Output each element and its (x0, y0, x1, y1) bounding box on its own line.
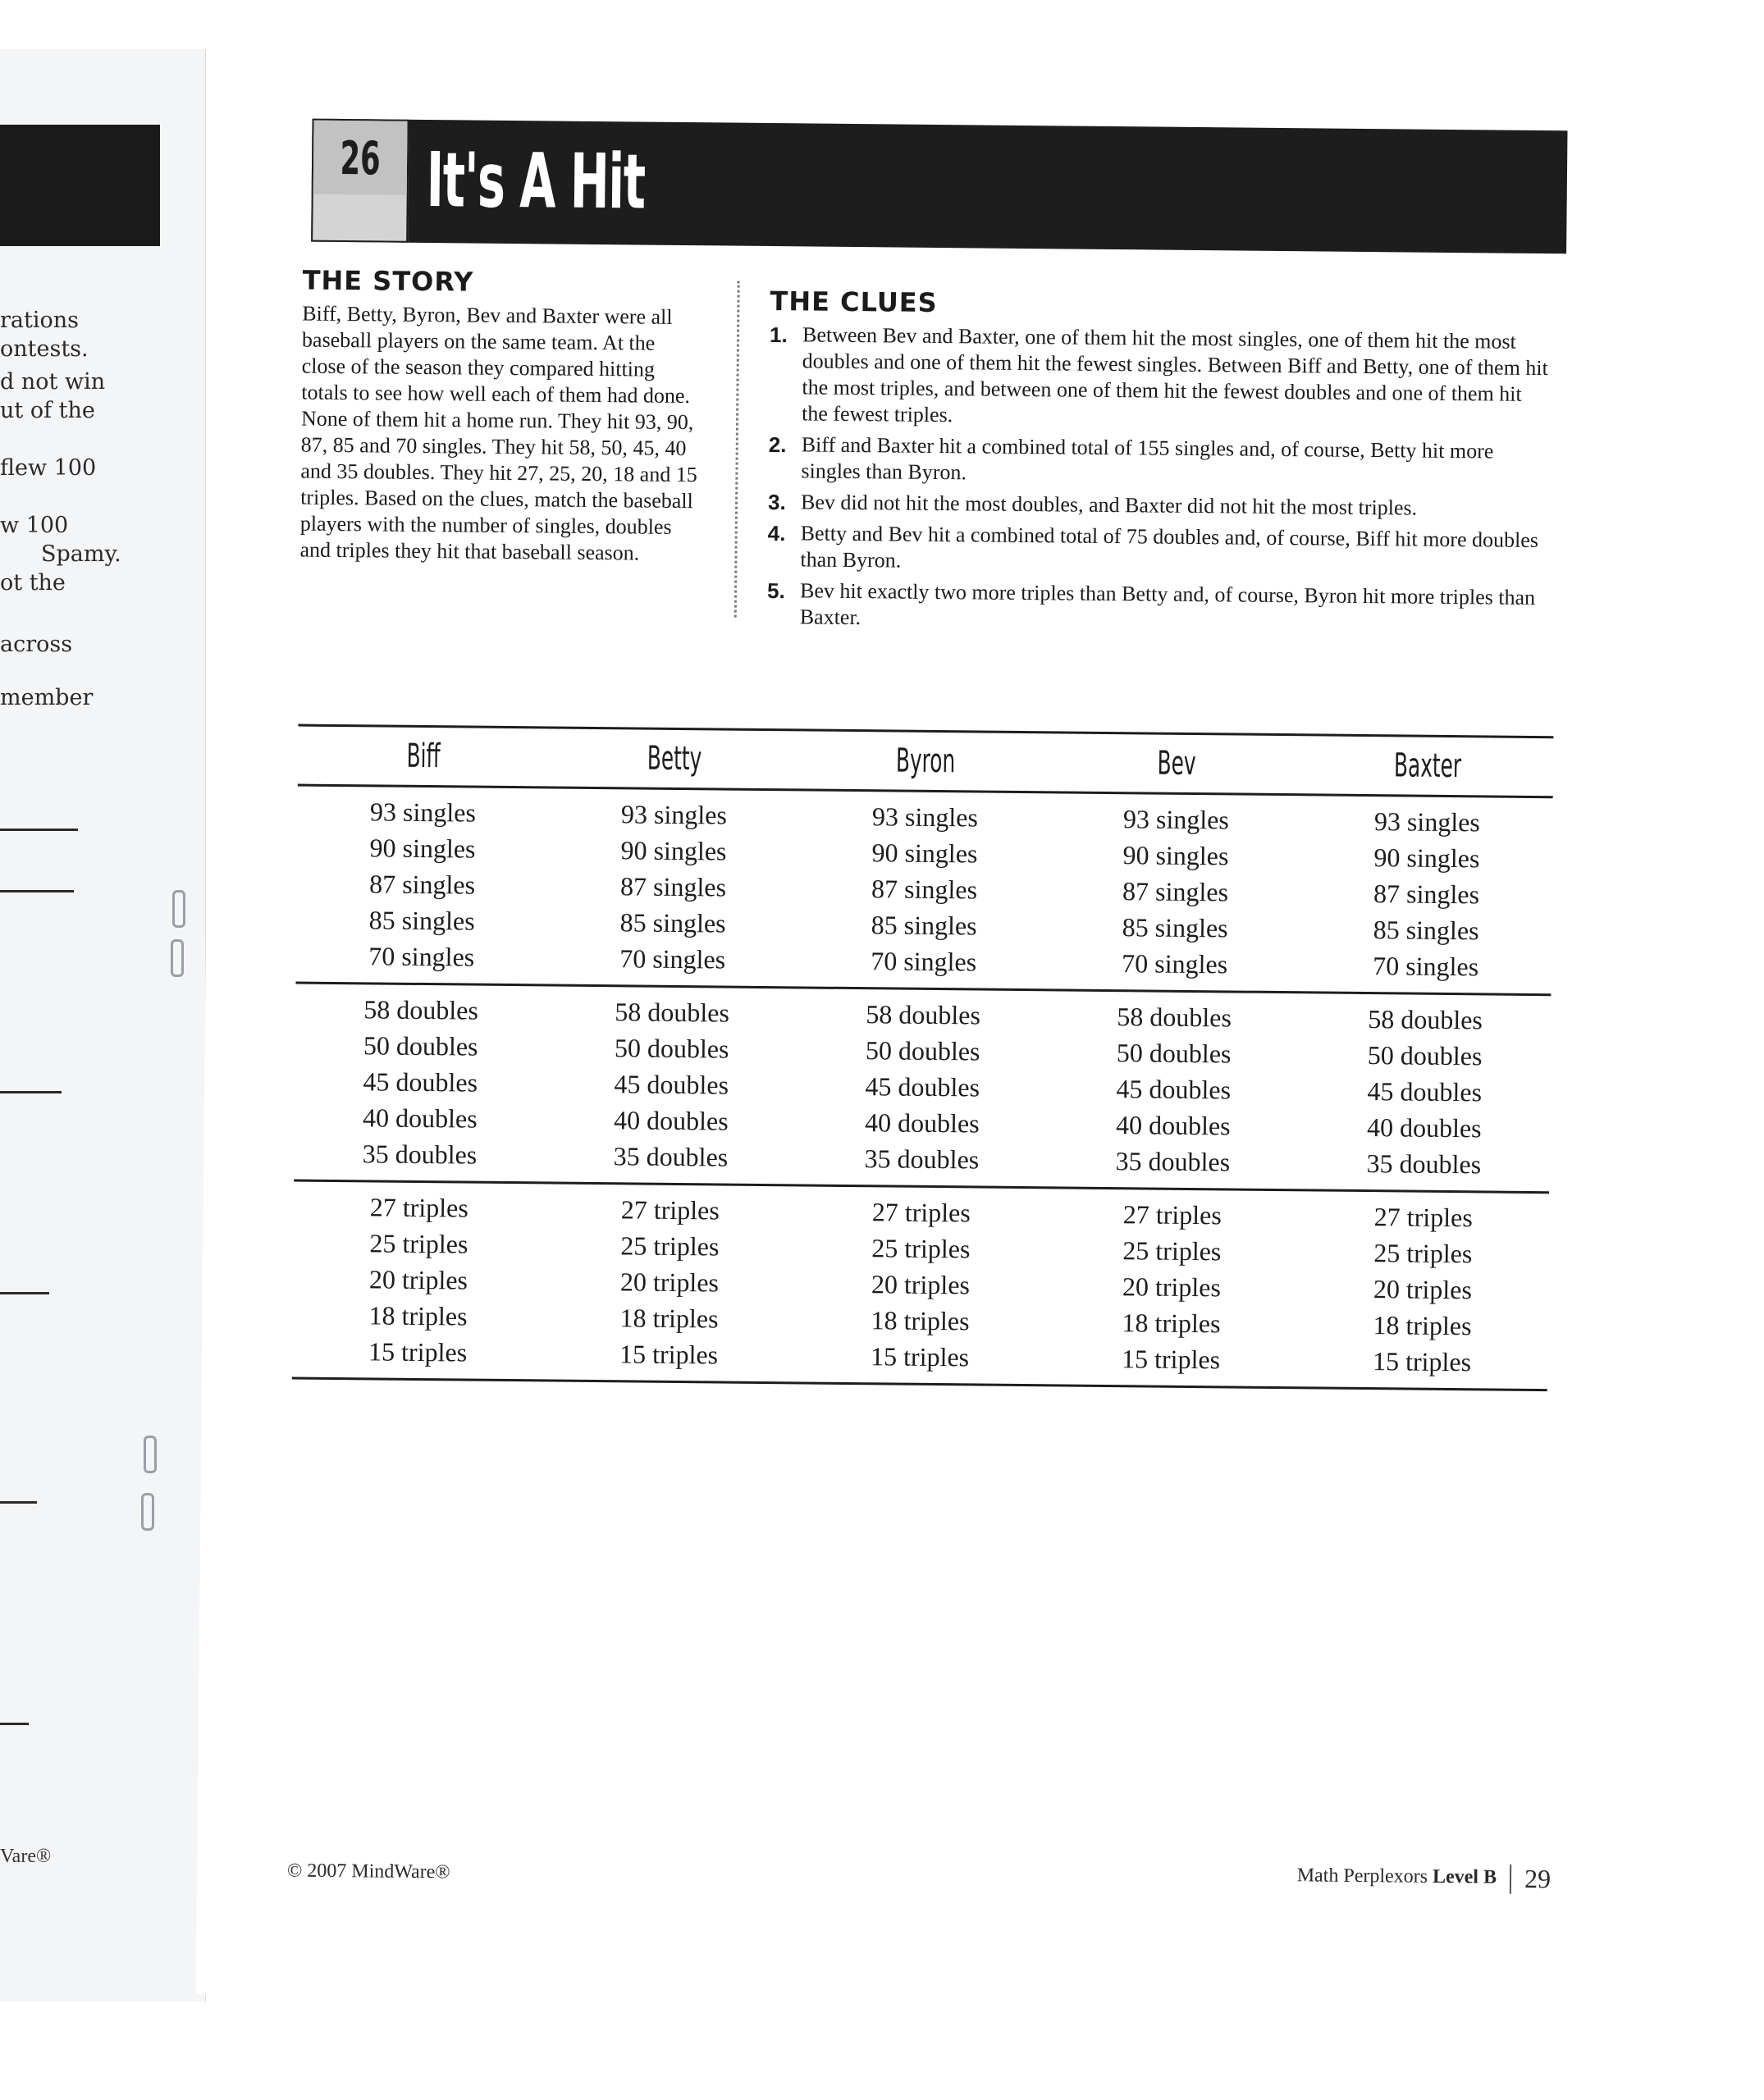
doubles-option[interactable]: 50 doubles (1116, 1038, 1232, 1069)
puzzle-number-box (311, 119, 409, 243)
singles-option[interactable]: 93 singles (1373, 806, 1481, 838)
copyright: © 2007 MindWare® (286, 1860, 450, 1883)
left-page-text-line: ot the (0, 570, 66, 596)
singles-option[interactable]: 90 singles (620, 835, 727, 866)
triples-option[interactable]: 18 triples (619, 1303, 719, 1334)
clue-text: Between Bev and Baxter, one of them hit the most singles, one of them hit the most doubles and one of them hit the fewest singles. Between Biff and Betty, one of them hit the most triples, and between one of them hit the fewest doubles and one of them hit the fewest triples. (802, 322, 1548, 427)
clue-number: 2. (768, 432, 787, 458)
doubles-option[interactable]: 45 doubles (1367, 1076, 1483, 1107)
singles-option[interactable]: 70 singles (1122, 948, 1228, 979)
singles-option[interactable]: 70 singles (871, 946, 977, 977)
triples-option[interactable]: 25 triples (620, 1230, 720, 1262)
main-page (196, 43, 1675, 2009)
player-header: Bev (1157, 744, 1196, 783)
left-page-text-line: rations (0, 308, 79, 333)
doubles-option[interactable]: 50 doubles (363, 1030, 478, 1061)
doubles-option[interactable]: 50 doubles (1367, 1040, 1483, 1071)
binding-stitch (171, 939, 184, 977)
clues-section (767, 285, 1550, 642)
triples-option[interactable]: 15 triples (870, 1341, 970, 1372)
doubles-option[interactable]: 45 doubles (1116, 1074, 1232, 1105)
singles-column (1300, 802, 1553, 985)
clue-text: Bev did not hit the most doubles, and Baxter did not hit the most triples. (800, 490, 1418, 520)
clue-number: 4. (767, 521, 786, 546)
doubles-option[interactable]: 58 doubles (866, 999, 981, 1030)
binding-stitch (144, 1436, 157, 1473)
left-page-footer: Vare® (0, 1846, 52, 1867)
story-section (299, 265, 704, 568)
binding-stitch (172, 890, 185, 928)
page-footer (1297, 1861, 1551, 1894)
triples-column (1296, 1198, 1549, 1381)
singles-column (798, 797, 1051, 980)
clue-item (767, 578, 1547, 637)
doubles-block (294, 984, 1551, 1192)
doubles-option[interactable]: 58 doubles (615, 997, 730, 1028)
column-divider (734, 281, 740, 618)
doubles-option[interactable]: 40 doubles (362, 1102, 478, 1134)
story-text: Biff, Betty, Byron, Bev and Baxter were all baseball players on the same team. At the close of the season they compared hitting totals to see how well each of them had done. None of them hit a home run. They hit 93, 90, 87, 85 and 70 singles. They hit 58, 50, 45, 40 and 35 doubles. They hit 27, 25, 20, 18 and 15 triples. Based on the clues, match the baseball players with the number of singles, doubles and triples they hit that baseball season. (299, 301, 697, 565)
left-page-text-line: ontests. (0, 336, 89, 362)
triples-option[interactable]: 25 triples (1373, 1238, 1473, 1269)
singles-column (547, 795, 800, 978)
left-page-rule (0, 890, 74, 892)
clue-number: 1. (769, 322, 788, 348)
clue-item (768, 431, 1548, 491)
triples-option[interactable]: 18 triples (1373, 1310, 1472, 1341)
left-page-rule (0, 1091, 62, 1093)
triples-option[interactable]: 20 triples (871, 1269, 971, 1300)
doubles-option[interactable]: 50 doubles (614, 1033, 729, 1064)
doubles-column (1047, 998, 1300, 1180)
left-page-rule (0, 829, 78, 831)
singles-option[interactable]: 93 singles (369, 797, 477, 828)
left-page-text-line: member (0, 685, 94, 710)
player-header: Biff (406, 737, 441, 776)
triples-option[interactable]: 20 triples (368, 1264, 468, 1295)
triples-column (794, 1193, 1047, 1376)
singles-option[interactable]: 87 singles (1373, 879, 1480, 910)
player-header: Betty (647, 739, 702, 778)
doubles-option[interactable]: 35 doubles (1115, 1146, 1231, 1177)
triples-option[interactable]: 20 triples (1373, 1274, 1473, 1305)
clue-item (767, 520, 1547, 580)
doubles-option[interactable]: 40 doubles (864, 1107, 980, 1139)
triples-option[interactable]: 20 triples (619, 1267, 720, 1298)
doubles-option[interactable]: 50 doubles (865, 1035, 980, 1066)
doubles-column (545, 993, 797, 1176)
left-page-text-line: flew 100 (0, 455, 97, 481)
singles-option[interactable]: 85 singles (1122, 912, 1228, 943)
triples-option[interactable]: 25 triples (369, 1228, 468, 1259)
story-heading: THE STORY (302, 264, 474, 298)
player-header: Byron (895, 742, 956, 781)
triples-option[interactable]: 18 triples (871, 1305, 970, 1336)
singles-block (295, 787, 1552, 994)
clues-heading: THE CLUES (770, 285, 938, 318)
triples-option[interactable]: 18 triples (368, 1300, 468, 1331)
triples-column (543, 1190, 796, 1373)
doubles-option[interactable]: 35 doubles (864, 1144, 980, 1175)
doubles-option[interactable]: 45 doubles (363, 1066, 478, 1098)
doubles-option[interactable]: 35 doubles (362, 1139, 478, 1170)
doubles-option[interactable]: 35 doubles (1366, 1148, 1482, 1180)
doubles-option[interactable]: 45 doubles (865, 1071, 980, 1102)
triples-column (1045, 1195, 1298, 1378)
triples-option[interactable]: 15 triples (1372, 1346, 1472, 1377)
triples-option[interactable]: 27 triples (369, 1192, 468, 1223)
book-title: Math Perplexors (1296, 1865, 1428, 1888)
triples-option[interactable]: 27 triples (871, 1197, 971, 1228)
binding-stitch (205, 418, 206, 456)
left-page (0, 49, 206, 2002)
puzzle-number: 26 (340, 131, 381, 186)
doubles-option[interactable]: 35 doubles (613, 1141, 729, 1172)
triples-option[interactable]: 27 triples (1373, 1202, 1473, 1233)
singles-option[interactable]: 93 singles (1122, 804, 1230, 835)
singles-option[interactable]: 70 singles (1373, 951, 1479, 982)
doubles-option[interactable]: 58 doubles (1117, 1002, 1232, 1033)
triples-column (292, 1189, 545, 1372)
singles-option[interactable]: 70 singles (368, 941, 475, 972)
left-page-rule (0, 1723, 29, 1725)
singles-option[interactable]: 87 singles (368, 869, 476, 900)
triples-option[interactable]: 25 triples (1122, 1235, 1222, 1267)
clue-number: 3. (767, 490, 786, 515)
singles-option[interactable]: 93 singles (871, 801, 979, 833)
triples-option[interactable]: 20 triples (1122, 1271, 1222, 1303)
clue-text: Betty and Bev hit a combined total of 75 doubles and, of course, Biff hit more doubles than Byron. (800, 521, 1539, 573)
left-page-text-line: across (0, 632, 73, 657)
clue-text: Bev hit exactly two more triples than Betty and, of course, Byron hit more triples than Baxter. (799, 578, 1536, 630)
doubles-option[interactable]: 45 doubles (614, 1069, 729, 1100)
left-page-rule (0, 1292, 49, 1294)
singles-option[interactable]: 87 singles (871, 874, 978, 905)
footer-separator (1510, 1864, 1511, 1893)
singles-option[interactable]: 85 singles (871, 910, 977, 941)
doubles-option[interactable]: 40 doubles (613, 1105, 729, 1136)
triples-block (292, 1182, 1549, 1390)
triples-option[interactable]: 15 triples (368, 1336, 468, 1367)
singles-option[interactable]: 90 singles (871, 838, 978, 869)
doubles-option[interactable]: 40 doubles (1115, 1110, 1231, 1141)
triples-option[interactable]: 18 triples (1122, 1308, 1221, 1339)
singles-column (1049, 800, 1302, 983)
singles-option[interactable]: 70 singles (619, 943, 726, 975)
puzzle-title: It's A Hit (426, 136, 646, 226)
left-page-text-line: d not win (0, 369, 106, 395)
left-page-text-line: Spamy. (41, 541, 121, 567)
singles-option[interactable]: 85 singles (1373, 915, 1479, 946)
doubles-option[interactable]: 58 doubles (363, 994, 479, 1025)
left-page-banner (0, 125, 160, 246)
singles-column (296, 793, 549, 976)
singles-option[interactable]: 85 singles (619, 907, 726, 938)
binding-stitch (141, 1493, 154, 1531)
doubles-column (1298, 1000, 1551, 1183)
doubles-option[interactable]: 40 doubles (1366, 1112, 1482, 1144)
singles-option[interactable]: 90 singles (1373, 842, 1480, 874)
clue-item (769, 322, 1549, 434)
clue-text: Biff and Baxter hit a combined total of 155 singles and, of course, Betty hit more singles than Byron. (801, 432, 1494, 485)
doubles-column (796, 995, 1049, 1178)
doubles-column (294, 991, 546, 1174)
singles-option[interactable]: 90 singles (369, 833, 476, 864)
triples-option[interactable]: 27 triples (1122, 1199, 1222, 1230)
player-header: Baxter (1393, 746, 1462, 786)
singles-option[interactable]: 93 singles (620, 799, 728, 830)
page-number: 29 (1524, 1863, 1551, 1894)
puzzle-banner (311, 119, 1567, 254)
triples-option[interactable]: 25 triples (871, 1233, 971, 1264)
left-page-text-line: ut of the (0, 398, 95, 423)
book-level: Level B (1432, 1865, 1497, 1888)
triples-option[interactable]: 15 triples (1121, 1344, 1221, 1375)
clue-item (768, 489, 1547, 523)
clue-number: 5. (766, 578, 785, 604)
left-page-text-line: w 100 (0, 513, 69, 538)
singles-option[interactable]: 90 singles (1122, 840, 1229, 871)
singles-option[interactable]: 87 singles (619, 871, 727, 902)
singles-option[interactable]: 87 singles (1122, 876, 1229, 907)
left-page-rule (0, 1501, 37, 1504)
triples-option[interactable]: 15 triples (619, 1339, 719, 1370)
singles-option[interactable]: 85 singles (368, 905, 475, 936)
answer-grid (292, 724, 1554, 1392)
triples-option[interactable]: 27 triples (620, 1194, 720, 1226)
doubles-option[interactable]: 58 doubles (1368, 1004, 1483, 1035)
